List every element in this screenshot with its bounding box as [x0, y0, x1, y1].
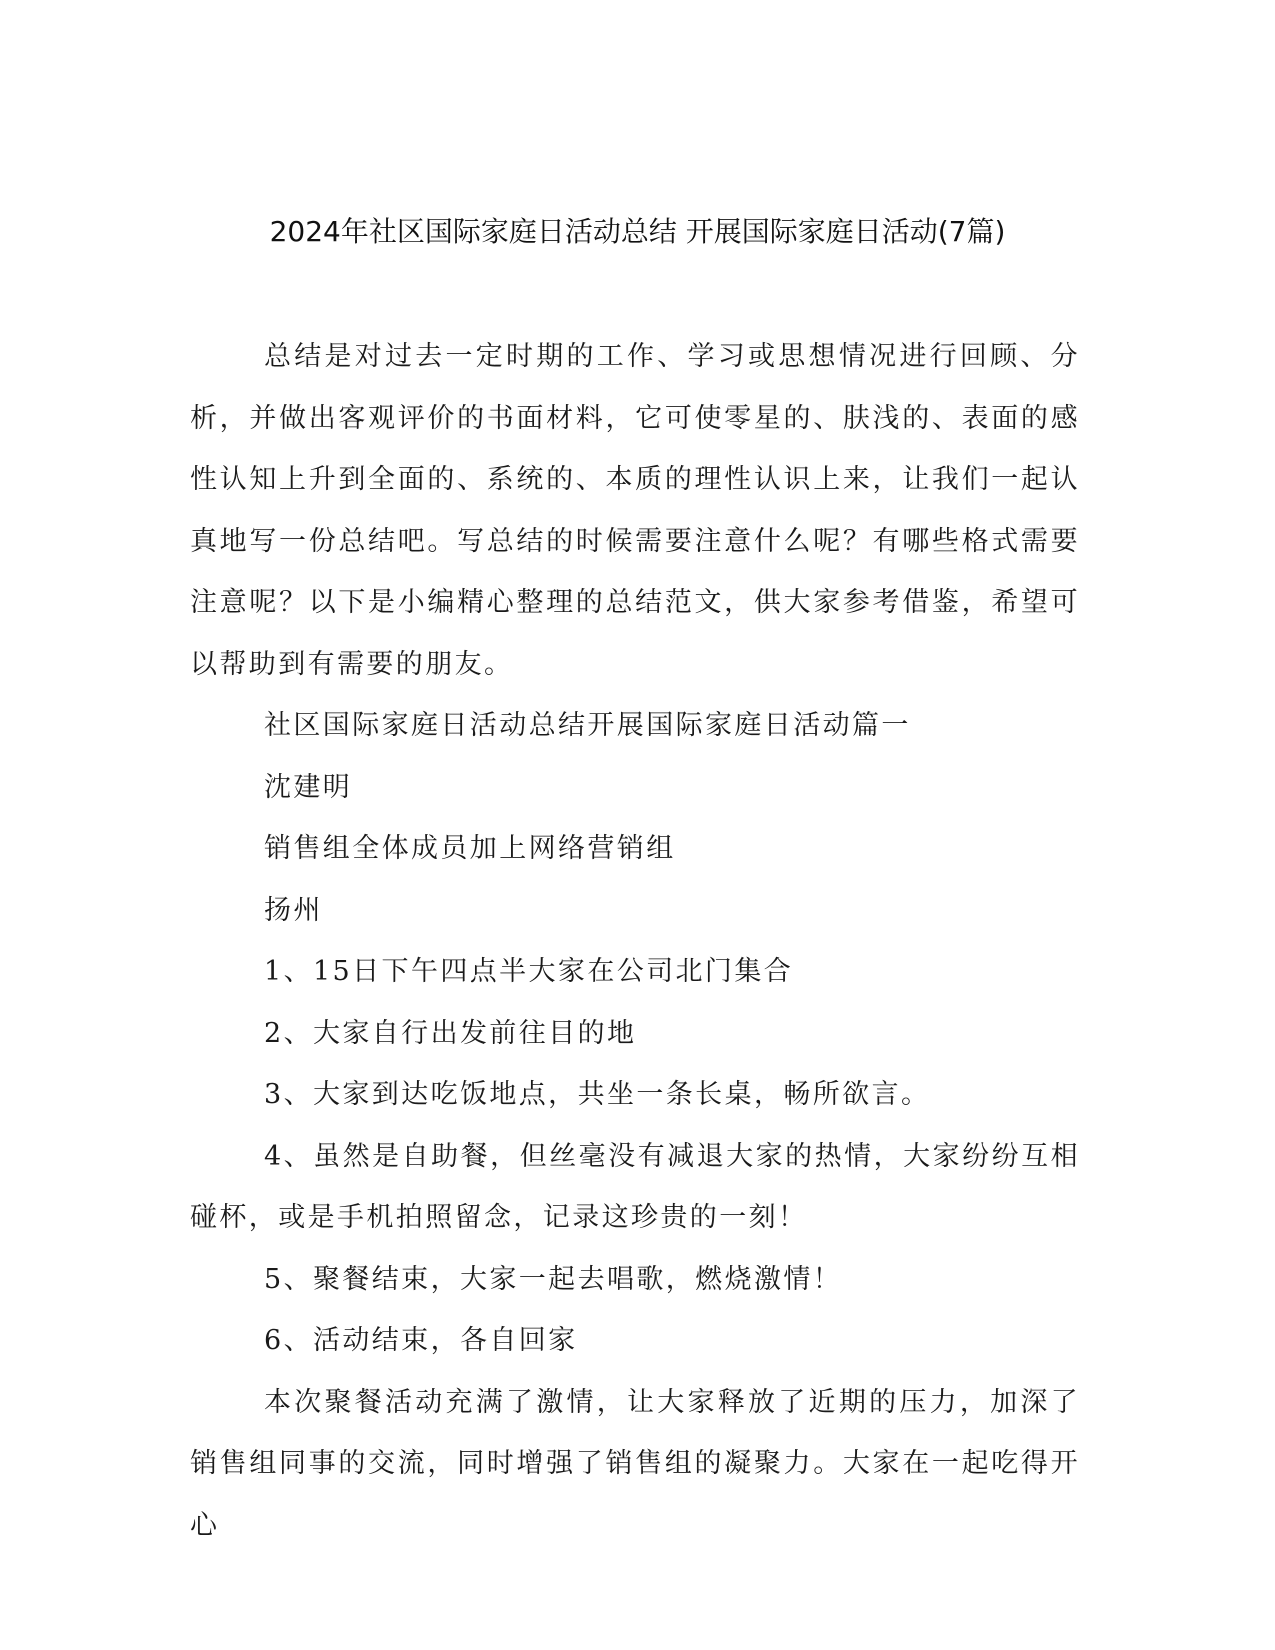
body-paragraph: 扬州 — [264, 894, 323, 926]
list-item: 3、大家到达吃饭地点，共坐一条长桌，畅所欲言。 — [264, 1079, 931, 1110]
list-item: 2、大家自行出发前往目的地 — [264, 1017, 637, 1049]
list-item: 6、活动结束，各自回家 — [264, 1325, 578, 1356]
body-paragraph: 销售组全体成员加上网络营销组 — [264, 833, 676, 864]
list-item: 1、15日下午四点半大家在公司北门集合 — [264, 956, 794, 987]
list-item: 5、聚餐结束，大家一起去唱歌，燃烧激情！ — [264, 1263, 843, 1295]
document-body — [190, 326, 1080, 1556]
list-item: 4、虽然是自助餐，但丝毫没有减退大家的热情，大家纷纷互相碰杯，或是手机拍照留念，记录这珍贵的一刻！ — [190, 1140, 1080, 1233]
document-title: 2024年社区国际家庭日活动总结 开展国际家庭日活动(7篇) — [269, 215, 1006, 248]
body-paragraph: 沈建明 — [264, 771, 353, 803]
body-paragraph: 本次聚餐活动充满了激情，让大家释放了近期的压力，加深了销售组同事的交流，同时增强了销售组的凝聚力。大家在一起吃得开心 — [190, 1386, 1080, 1541]
section-heading: 社区国际家庭日活动总结开展国际家庭日活动篇一 — [264, 710, 911, 741]
intro-paragraph: 总结是对过去一定时期的工作、学习或思想情况进行回顾、分析，并做出客观评价的书面材料，它可使零星的、肤浅的、表面的感性认知上升到全面的、系统的、本质的理性认识上来，让我们一起认真地写一份总结吧。写总结的时候需要注意什么呢？有哪些格式需要注意呢？以下是小编精心整理的总结范文，供大家参考借鉴，希望可以帮助到有需要的朋友。 — [190, 341, 1080, 680]
